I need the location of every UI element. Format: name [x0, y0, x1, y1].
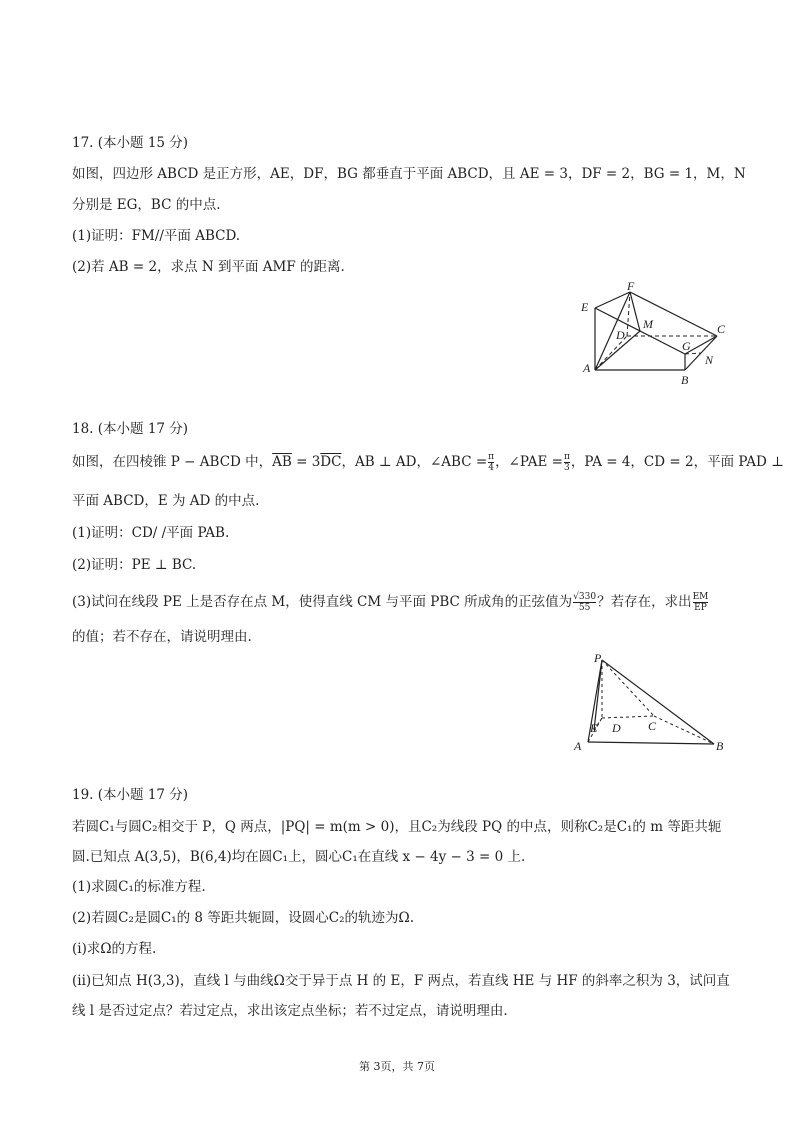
fraction-sqrt330-over-55: $\frac{√330}{55}$ [573, 592, 597, 613]
q17-label-M: M [643, 317, 653, 331]
q18-figure [568, 648, 738, 758]
q19-part2-ii-line1: (ii)已知点 H(3,3)，直线 l 与曲线Ω交于异于点 H 的 E，F 两点，若直线 HE 与 HF 的斜率之积为 3，试问直 [72, 973, 730, 989]
q17-header: 17. (本小题 15 分) [72, 135, 189, 151]
page-footer: 第 3页，共 7页 [359, 1060, 435, 1073]
q17-part2: (2)若 AB = 2，求点 N 到平面 AMF 的距离. [72, 259, 345, 275]
q18-label-D: D [612, 721, 621, 735]
q18-header: 18. (本小题 17 分) [72, 421, 189, 437]
q17-label-G: G [682, 339, 691, 353]
q19-header: 19. (本小题 17 分) [72, 787, 189, 803]
fraction-pi-over-3: $\frac{\pi}{3}$ [563, 452, 570, 473]
q18-label-P: P [594, 651, 602, 665]
q17-label-E: E [581, 300, 589, 314]
q17-label-D: D [616, 328, 625, 342]
q17-figure [575, 278, 735, 390]
q18-part3-line1: (3)试问在线段 PE 上是否存在点 M，使得直线 CM 与平面 PBC 所成角的正弦值为 $\frac{√330}{55}$ ？若存在，求出 $\frac{EM}{EP}$ [72, 592, 709, 613]
q17-label-F: F [627, 279, 635, 293]
vector-DC: $\overline{DC}$ [320, 454, 342, 470]
q18-part1: (1)证明：CD/ /平面 PAB. [72, 525, 230, 541]
q18-stem-line2: 平面 ABCD，E 为 AD 的中点. [72, 493, 260, 509]
q17-label-B: B [681, 373, 689, 387]
q18-part2: (2)证明：PE ⊥ BC. [72, 557, 197, 573]
q19-part2-i: (i)求Ω的方程. [72, 941, 157, 957]
q18-stem-line1: 如图，在四棱锥 P − ABCD 中，$\overline{AB} = 3\overline{DC}$，AB ⊥ AD，∠ABC = $\frac{\pi}{4}$ ，∠PAE = $\frac{\pi}{3}$ ，PA = 4，CD = 2，平面 PAD ⊥ [72, 452, 784, 473]
q18-label-E: E [590, 721, 598, 735]
q17-stem-line2: 分别是 EG，BC 的中点. [72, 197, 221, 213]
fraction-EM-over-EP: $\frac{EM}{EP}$ [692, 592, 709, 613]
q19-part2: (2)若圆C₂是圆C₁的 8 等距共轭圆，设圆心C₂的轨迹为Ω. [72, 910, 415, 926]
q19-stem-line2: 圆.已知点 A(3,5)，B(6,4)均在圆C₁上，圆心C₁在直线 x − 4y − 3 = 0 上. [72, 849, 526, 865]
q19-part1: (1)求圆C₁的标准方程. [72, 879, 206, 895]
q17-label-C: C [717, 322, 726, 336]
q18-part3-line2: 的值；若不存在，请说明理由. [72, 629, 252, 645]
q19-part2-ii-line2: 线 l 是否过定点？若过定点，求出该定点坐标；若不过定点，请说明理由. [72, 1003, 508, 1019]
q19-stem-line1: 若圆C₁与圆C₂相交于 P，Q 两点，|PQ| = m(m > 0)，且C₂为线段 PQ 的中点，则称C₂是C₁的 m 等距共轭 [72, 819, 722, 835]
q17-part1: (1)证明：FM//平面 ABCD. [72, 228, 241, 244]
q18-label-B: B [716, 739, 724, 753]
q18-label-C: C [648, 719, 657, 733]
q17-label-N: N [705, 353, 714, 367]
q17-stem-line1: 如图，四边形 ABCD 是正方形，AE，DF，BG 都垂直于平面 ABCD，且 AE = 3，DF = 2，BG = 1，M，N [72, 166, 746, 182]
fraction-pi-over-4: $\frac{\pi}{4}$ [488, 452, 495, 473]
q17-label-A: A [583, 361, 591, 375]
vector-AB: $\overline{AB}$ [272, 454, 292, 470]
q18-label-A: A [574, 739, 582, 753]
